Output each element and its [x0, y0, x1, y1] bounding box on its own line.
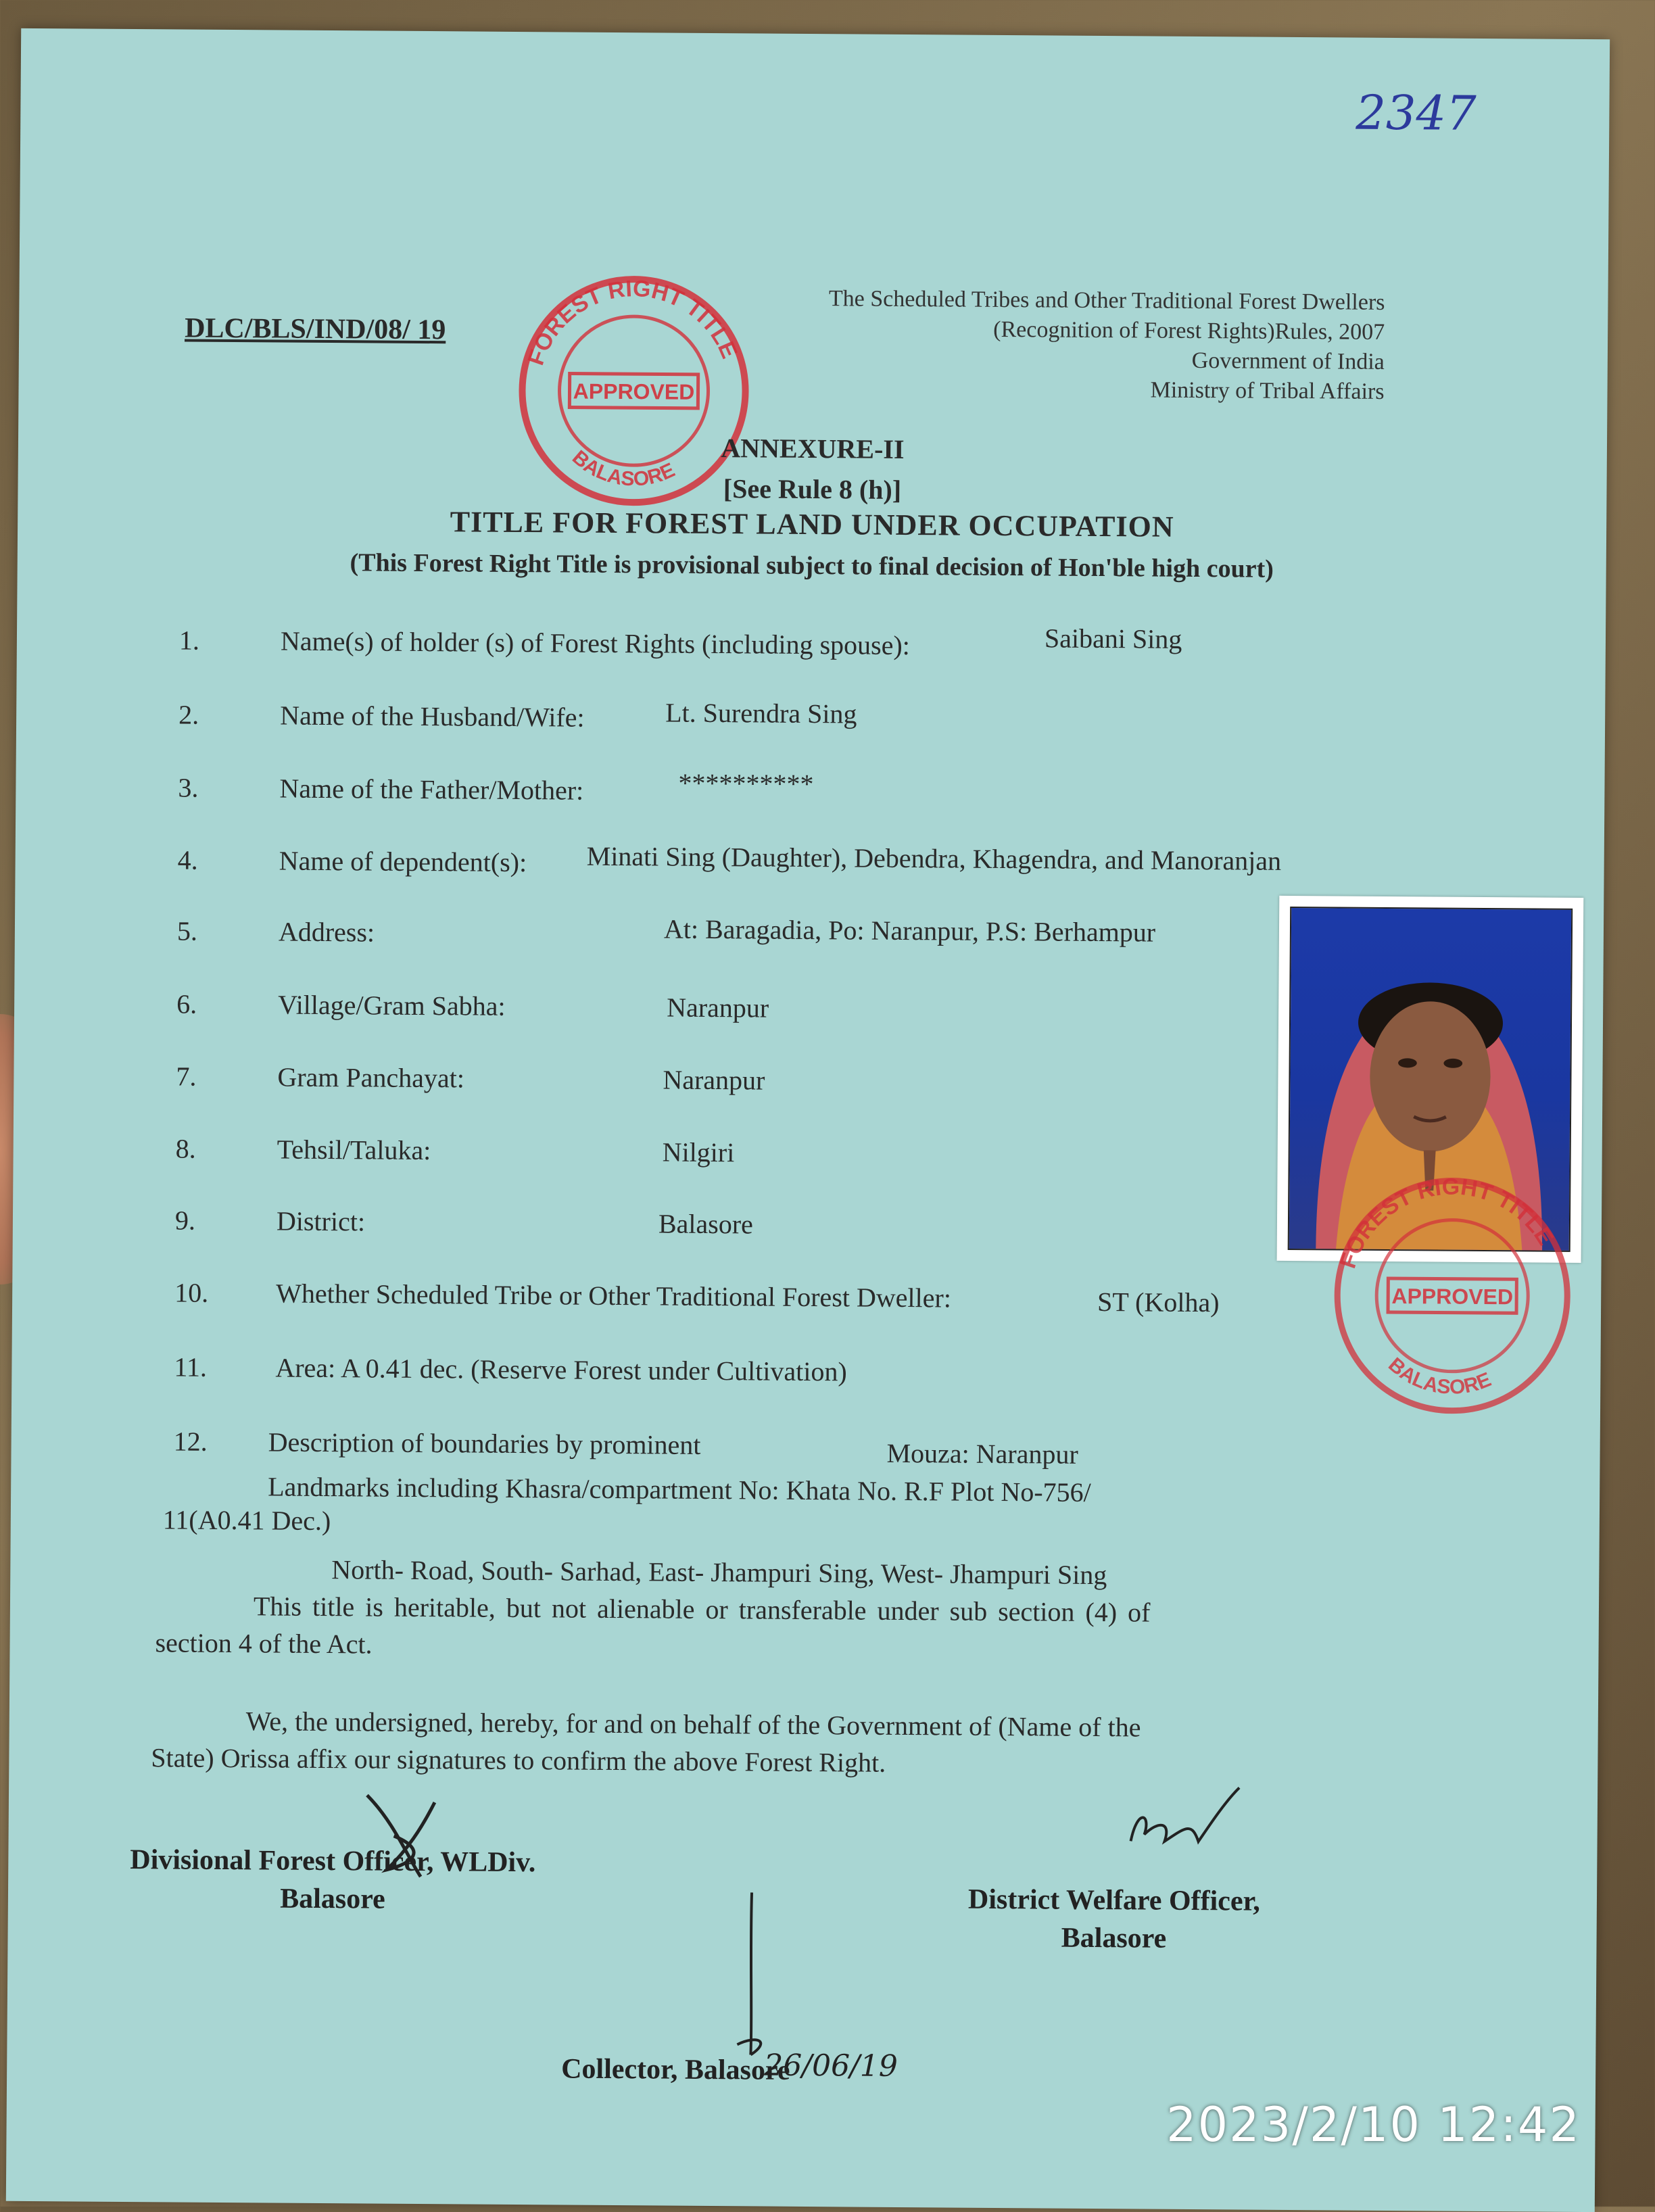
dfo-title: Divisional Forest Officer, WLDiv.: [130, 1844, 536, 1879]
document-title: TITLE FOR FOREST LAND UNDER OCCUPATION: [450, 505, 1174, 544]
boundary-plot-line: 11(A0.41 Dec.): [162, 1504, 331, 1537]
field-number: 6.: [176, 988, 197, 1019]
field-value: Balasore: [658, 1208, 754, 1240]
field-number: 5.: [176, 915, 198, 946]
collector-signature-date: 26/06/19: [764, 2048, 898, 2084]
header-line: Ministry of Tribal Affairs: [1150, 377, 1385, 404]
svg-text:FOREST RIGHT TITLE: [523, 275, 742, 370]
field-row-village: [176, 988, 1461, 1024]
declaration-line-1: We, the undersigned, hereby, for and on behalf of the Government of (Name of the: [245, 1706, 1141, 1743]
field-number: 2.: [178, 699, 199, 730]
field-number: 11.: [174, 1351, 208, 1382]
svg-text:FOREST RIGHT TITLE: [1335, 1173, 1559, 1273]
field-value: Naranpur: [667, 992, 769, 1024]
field-number: 7.: [176, 1061, 197, 1092]
dwo-title: District Welfare Officer,: [967, 1883, 1261, 1917]
field-number: 12.: [173, 1426, 208, 1457]
dwo-signature: [1117, 1780, 1253, 1869]
field-row-area: [174, 1351, 1459, 1387]
field-value: ST (Kolha): [1097, 1286, 1220, 1318]
field-label: Name(s) of holder (s) of Forest Rights (including spouse):: [280, 625, 911, 661]
annexure-heading: ANNEXURE-II: [721, 433, 905, 464]
field-row-address: [176, 913, 1462, 948]
field-number: 9.: [174, 1205, 196, 1236]
dfo-signatory: [130, 1841, 536, 1919]
field-label: Name of the Father/Mother:: [279, 773, 584, 806]
field-label: Address:: [278, 916, 375, 948]
field-row-panchayat: [176, 1060, 1461, 1096]
field-row-boundaries: [173, 1425, 1458, 1470]
field-row-tehsil: [175, 1132, 1460, 1168]
field-value: Minati Sing (Daughter), Debendra, Khagendra, and Manoranjan: [586, 840, 1282, 876]
field-value: Naranpur: [663, 1064, 765, 1096]
stamp-approved-text: APPROVED: [573, 379, 695, 404]
boundary-directions: North- Road, South- Sarhad, East- Jhampuri Sing, West- Jhampuri Sing: [331, 1554, 1107, 1591]
stamp-bottom-text: BALASORE: [568, 446, 679, 491]
dwo-location: Balasore: [1061, 1922, 1167, 1954]
header-block: [708, 283, 1385, 407]
stamp-arc-text: FOREST RIGHT TITLE: [1335, 1174, 1559, 1272]
forest-right-title-document: [6, 28, 1610, 2212]
field-label: Area: A 0.41 dec. (Reserve Forest under Cultivation): [275, 1352, 847, 1387]
field-label: Name of dependent(s):: [279, 845, 527, 878]
field-number: 4.: [177, 844, 198, 875]
field-value: **********: [678, 767, 814, 800]
field-row-spouse: [178, 697, 1463, 733]
stamp-arc-text: FOREST RIGHT TITLE: [523, 275, 742, 368]
approved-stamp-photo: [1323, 1159, 1582, 1445]
rule-reference: [See Rule 8 (h)]: [723, 473, 902, 505]
document-subtitle: (This Forest Right Title is provisional subject to final decision of Hon'ble high court): [350, 548, 1274, 583]
field-label: Village/Gram Sabha:: [278, 989, 506, 1021]
field-row-parent: [178, 767, 1463, 806]
field-number: 3.: [178, 772, 199, 803]
heritable-clause: This title is heritable, but not alienable or transferable under sub section (4) of: [253, 1591, 1151, 1628]
svg-text:BALASORE: [1384, 1353, 1495, 1399]
field-label: Tehsil/Taluka:: [277, 1134, 431, 1166]
header-line: (Recognition of Forest Rights)Rules, 2007: [993, 316, 1385, 345]
field-value: Mouza: Naranpur: [886, 1437, 1078, 1470]
boundary-landmarks-line: Landmarks including Khasra/compartment No: Khata No. R.F Plot No-756/: [268, 1471, 1091, 1508]
field-value: Lt. Surendra Sing: [665, 697, 857, 729]
field-label: District:: [276, 1205, 366, 1237]
field-row-district: [174, 1204, 1460, 1240]
field-value: Nilgiri: [662, 1136, 735, 1168]
stamp-bottom-text: BALASORE: [1384, 1353, 1495, 1399]
collector-signatory: Collector, Balasore: [561, 2053, 790, 2086]
stamp-approved-text: APPROVED: [1391, 1284, 1514, 1309]
field-label: Gram Panchayat:: [277, 1061, 465, 1094]
field-row-dependents: [177, 840, 1462, 878]
header-line: Government of India: [1191, 347, 1385, 375]
dfo-location: Balasore: [280, 1883, 385, 1915]
field-number: 1.: [178, 625, 200, 656]
field-number: 10.: [174, 1277, 209, 1308]
field-label: Description of boundaries by prominent: [268, 1426, 701, 1460]
declaration-line-2: State) Orissa affix our signatures to confirm the above Forest Right.: [151, 1742, 886, 1778]
header-line: The Scheduled Tribes and Other Traditional Forest Dwellers: [828, 286, 1385, 315]
reference-number: DLC/BLS/IND/08/ 19: [184, 312, 446, 346]
handwritten-number: 2347: [1356, 85, 1477, 141]
heritable-clause-cont: section 4 of the Act.: [155, 1627, 373, 1660]
field-value: Saibani Sing: [1044, 623, 1182, 654]
dwo-signatory: [967, 1881, 1260, 1958]
field-number: 8.: [175, 1133, 196, 1164]
field-row-holder: [178, 623, 1464, 661]
field-label: Name of the Husband/Wife:: [280, 700, 585, 733]
photo-timestamp: 2023/2/10 12:42: [1166, 2097, 1581, 2153]
field-label: Whether Scheduled Tribe or Other Traditional Forest Dweller:: [276, 1278, 952, 1314]
field-value: At: Baragadia, Po: Naranpur, P.S: Berhampur: [663, 913, 1156, 948]
